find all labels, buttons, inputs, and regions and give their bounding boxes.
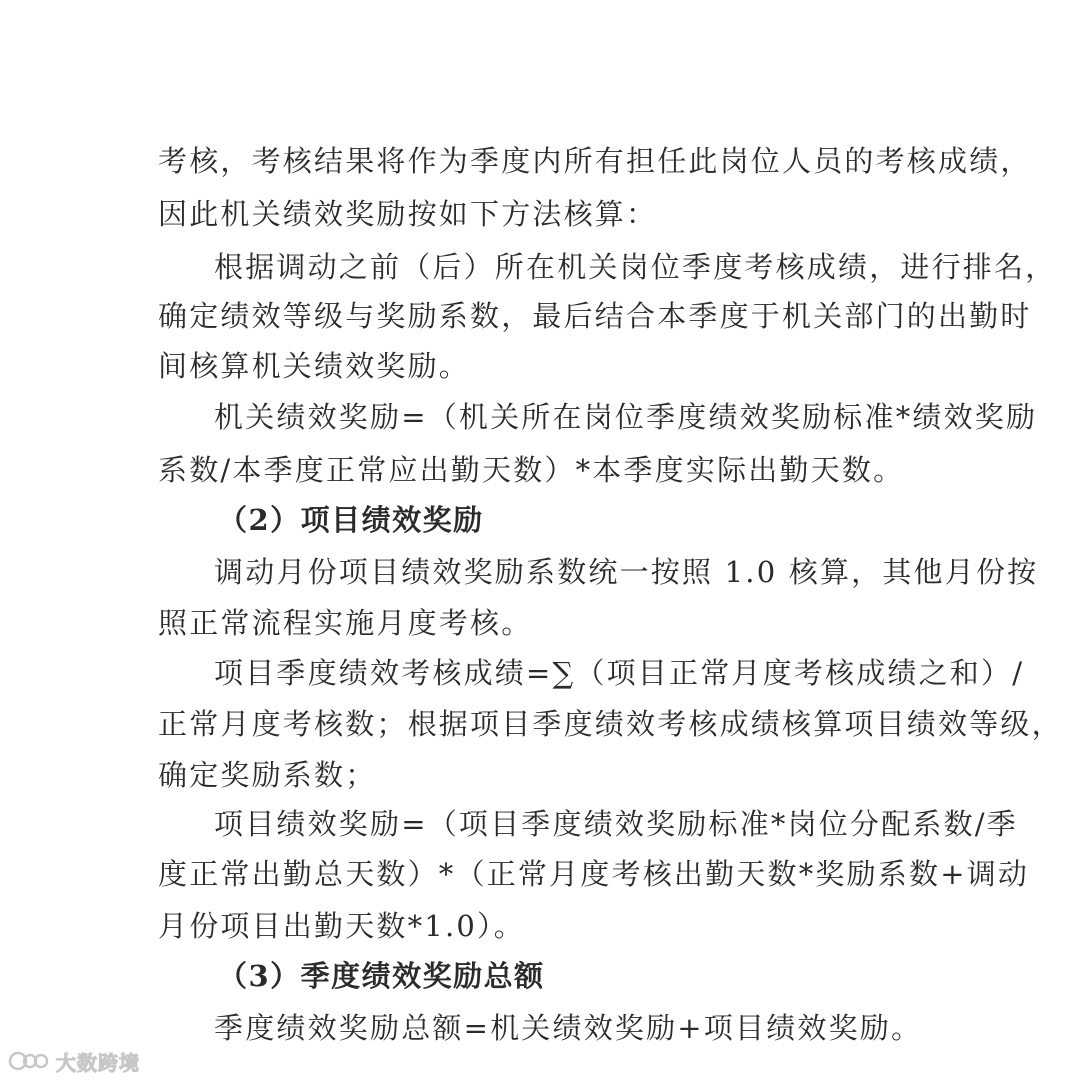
text-line: 根据调动之前（后）所在机关岗位季度考核成绩，进行排名， xyxy=(214,250,1057,284)
text-line: 月份项目出勤天数*1.0）。 xyxy=(158,909,525,943)
brand-logo-icon xyxy=(8,1048,52,1074)
text-line: 考核，考核结果将作为季度内所有担任此岗位人员的考核成绩， xyxy=(158,144,1032,178)
text-line: 调动月份项目绩效奖励系数统一按照 1.0 核算，其他月份按 xyxy=(214,555,1039,589)
text-line: 因此机关绩效奖励按如下方法核算： xyxy=(158,197,658,231)
text-line: 确定绩效等级与奖励系数，最后结合本季度于机关部门的出勤时 xyxy=(158,299,1032,333)
text-line: 度正常出勤总天数）*（正常月度考核出勤天数*奖励系数+调动 xyxy=(158,857,1030,891)
text-line: 季度绩效奖励总额=机关绩效奖励+项目绩效奖励。 xyxy=(214,1011,923,1045)
text-line: 间核算机关绩效奖励。 xyxy=(158,349,471,383)
text-line: 照正常流程实施月度考核。 xyxy=(158,606,533,640)
text-line: 项目绩效奖励=（项目季度绩效奖励标准*岗位分配系数/季 xyxy=(214,807,1018,841)
watermark xyxy=(8,1046,140,1076)
watermark-text: 大数跨境 xyxy=(56,1050,140,1075)
text-line: 项目季度绩效考核成绩=∑（项目正常月度考核成绩之和）/ xyxy=(214,656,1025,690)
text-line: 机关绩效奖励=（机关所在岗位季度绩效奖励标准*绩效奖励 xyxy=(214,400,1038,434)
text-line: 确定奖励系数； xyxy=(158,758,377,792)
section-heading: （2）项目绩效奖励 xyxy=(218,503,484,537)
text-line: 正常月度考核数；根据项目季度绩效考核成绩核算项目绩效等级， xyxy=(158,707,1063,741)
section-heading: （3）季度绩效奖励总额 xyxy=(218,959,545,993)
text-line: 系数/本季度正常应出勤天数）*本季度实际出勤天数。 xyxy=(158,453,905,487)
